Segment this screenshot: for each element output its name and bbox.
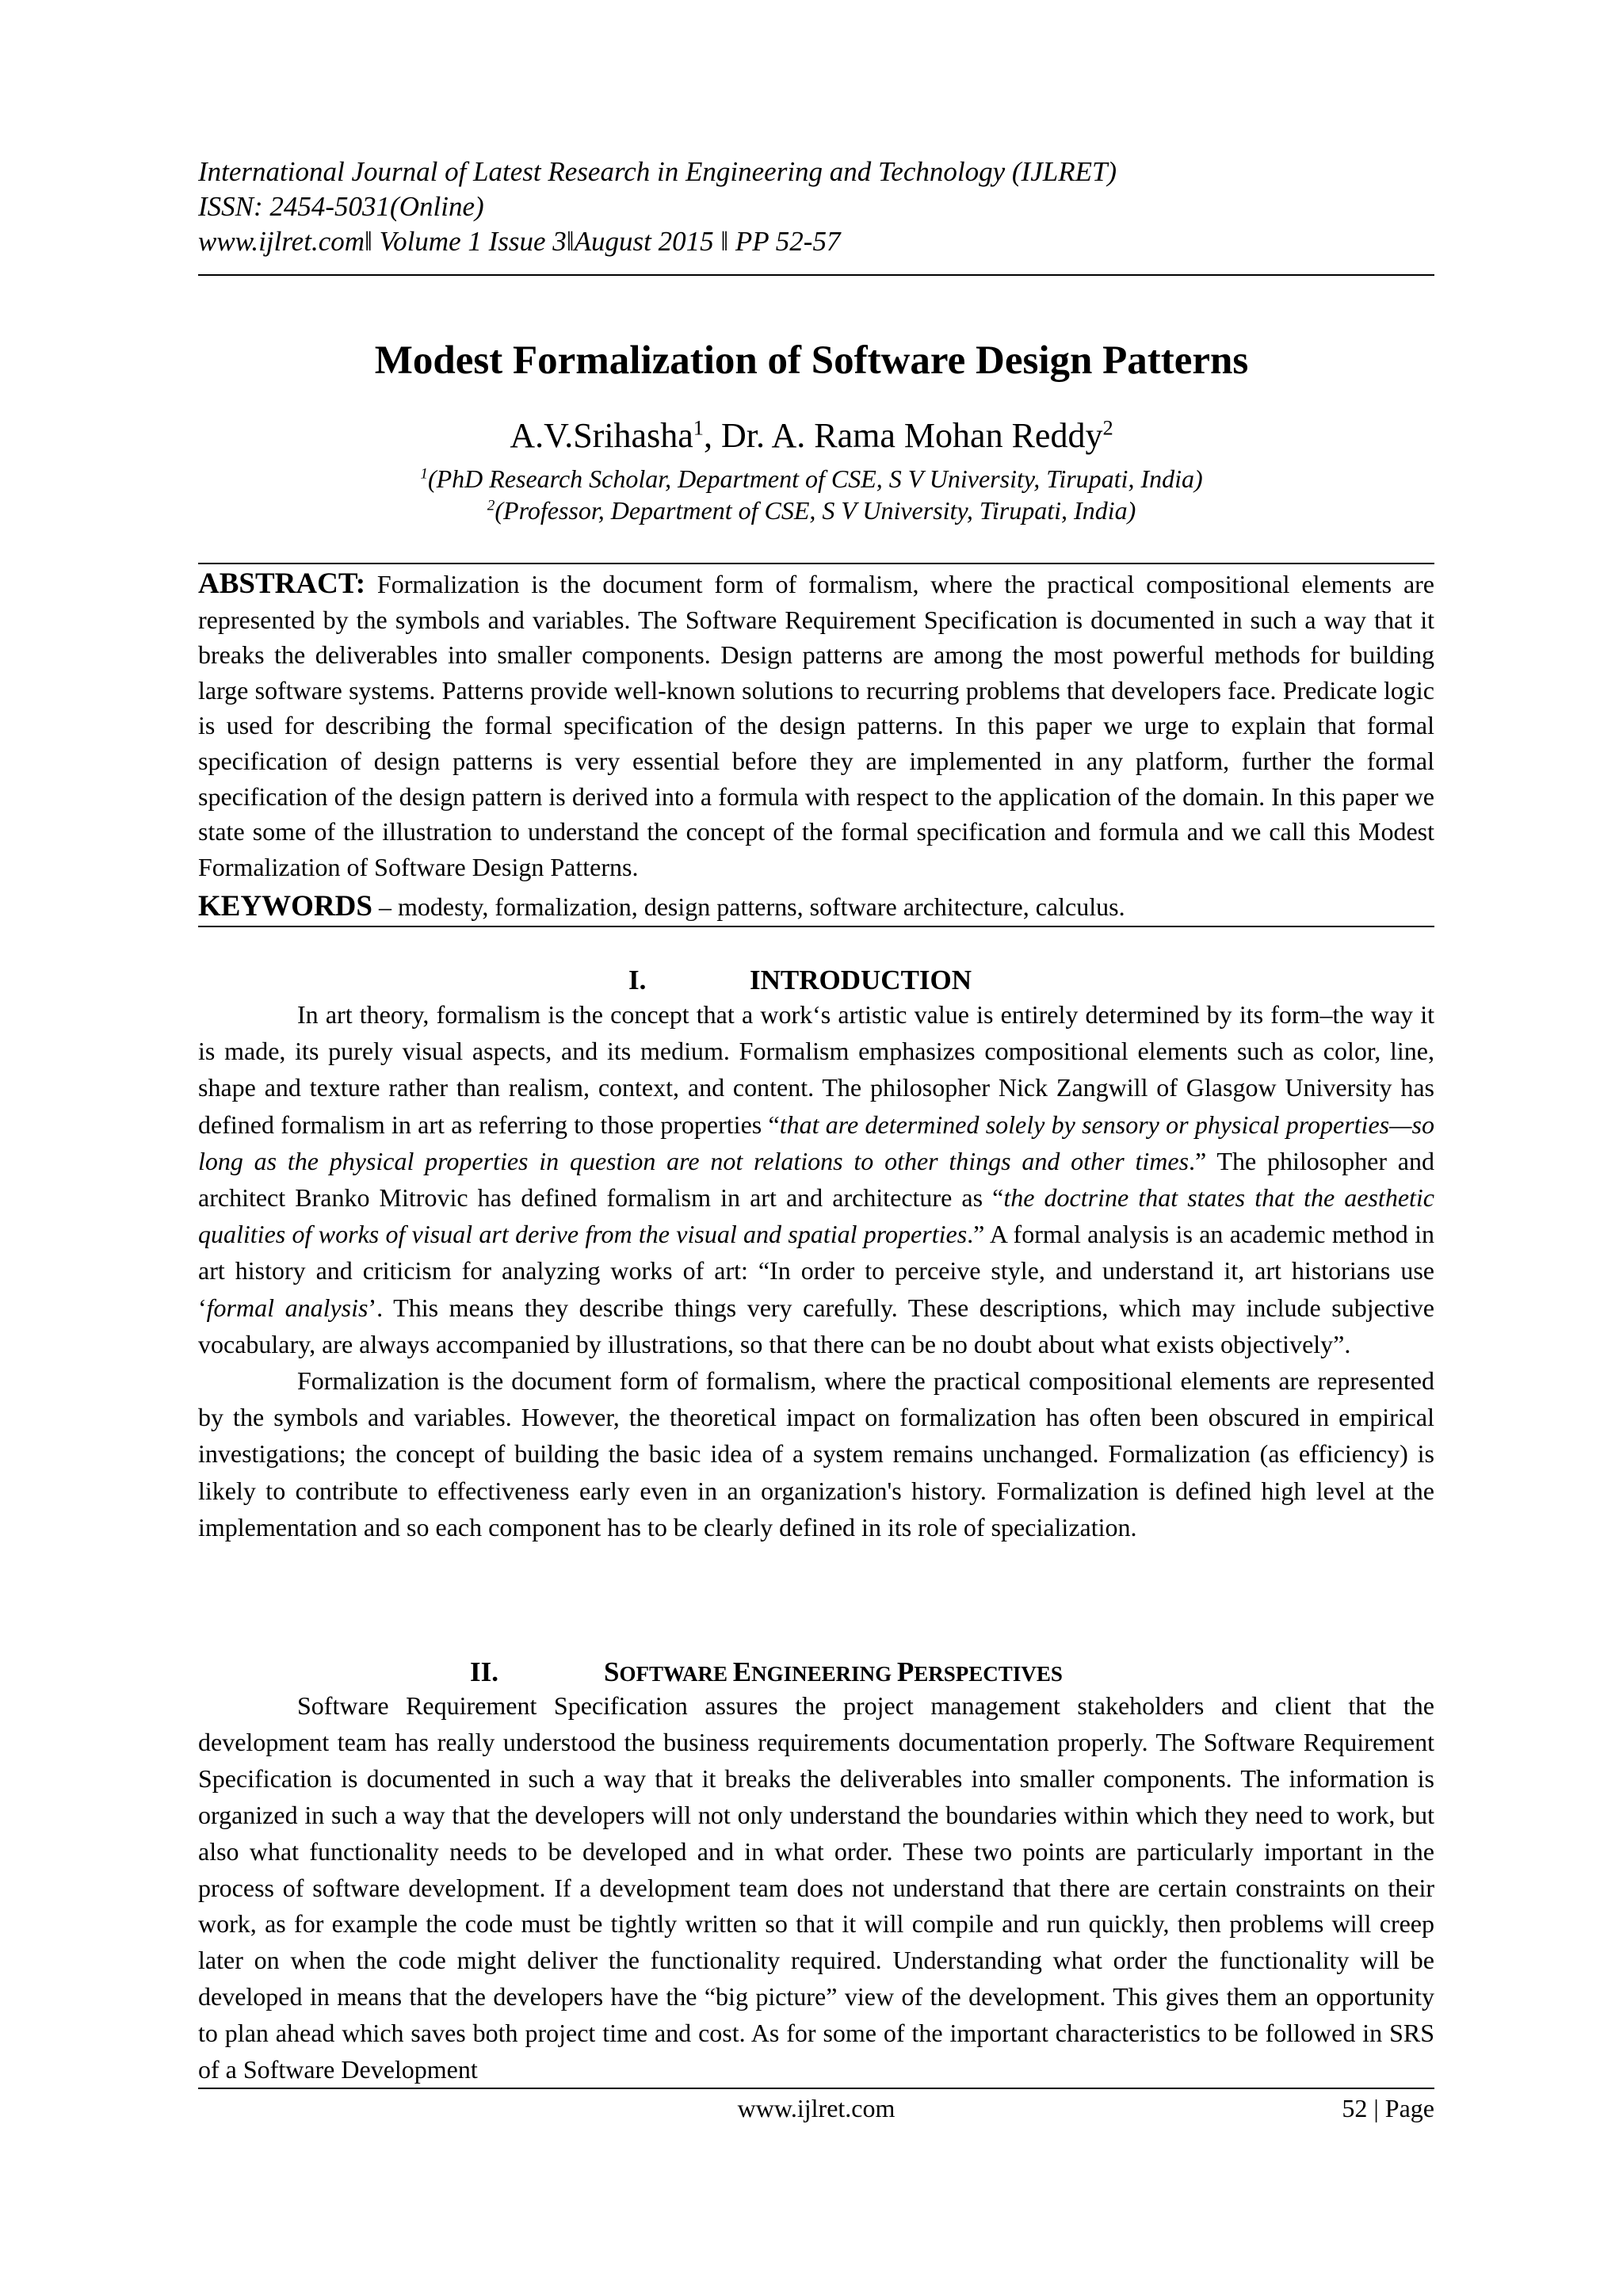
author-line bbox=[0, 414, 1623, 458]
author-1: A.V.Srihasha bbox=[510, 416, 693, 455]
abstract bbox=[198, 567, 1434, 884]
s2-title-s: S bbox=[604, 1656, 620, 1687]
s2-title-3: ERSPECTIVES bbox=[914, 1662, 1063, 1686]
keywords-label: KEYWORDS bbox=[198, 890, 372, 923]
header-rule bbox=[198, 274, 1434, 276]
author-2-sup: 2 bbox=[1102, 415, 1113, 440]
s1p1-text-a: In art theory, formalism is the concept that a work‘s artistic value is entirely determined by its form–the way it is made, its purely visual aspects, and its medium. Formalism emphasizes compositional elements such as color, line, shape and texture rather than realism, context, and content. The philosopher Nick Zangwill of Glasgow University has defined formalism in art as referring to those properties “ bbox=[198, 1000, 1434, 1139]
s1p1-text-c: .” The philosopher and architect Branko Mitrovic has defined formalism in art and architecture as “ bbox=[198, 1146, 1435, 1213]
footer-site: www.ijlret.com bbox=[737, 2094, 896, 2122]
s2-title-p: P bbox=[896, 1656, 915, 1687]
section-1-paragraph-2: Formalization is the document form of formalism, where the practical compositional elements are represented by the symbols and variables. However, the theoretical impact on formalization has often been obscured in empirical investigations; the concept of building the basic idea of a system remains unchanged. Formalization (as efficiency) is likely to contribute to effectiveness early even in an organization's history. Formalization is defined high level at the implementation and so each component has to be clearly defined in its role of specialization. bbox=[198, 1366, 1434, 1541]
keywords bbox=[198, 889, 1434, 924]
section-1-paragraph-1 bbox=[198, 996, 1434, 1362]
journal-header bbox=[198, 155, 1434, 259]
section-2-number: II. bbox=[470, 1656, 498, 1687]
journal-volume: www.ijlret.com‖ Volume 1 Issue 3‖August 2015 ‖ PP 52-57 bbox=[198, 226, 841, 257]
section-1-title: INTRODUCTION bbox=[750, 965, 972, 995]
section-1-number: I. bbox=[628, 965, 647, 995]
affiliation-1 bbox=[0, 463, 1623, 495]
s1p1-formal-analysis: formal analysis bbox=[206, 1293, 369, 1322]
author-2: Dr. A. Rama Mohan Reddy bbox=[720, 416, 1103, 455]
section-2-paragraph-1: Software Requirement Specification assures the project management stakeholders and client that the development team has really understood the business requirements documentation properly. The Software Requirement Specification is documented in such a way that it breaks the deliverables into smaller components. The information is organized in such a way that the developers will not only understand the boundaries within which they need to work, but also what functionality needs to be developed and in what order. These two points are particularly important in the process of software development. If a development team does not understand that there are certain constraints on their work, as for example the code must be tightly written so that it will compile and run quickly, then problems will creep later on when the code might deliver the functionality required. Understanding what order the functionality will be developed in means that the developers have the “big picture” view of the development. This gives them an opportunity to plan ahead which saves both project time and cost. As for some of the important characteristics to be followed in SRS of a Software Development bbox=[198, 1691, 1434, 2084]
journal-name: International Journal of Latest Research in Engineering and Technology (IJLRET) bbox=[198, 156, 1117, 187]
footer-rule bbox=[198, 2088, 1434, 2089]
s1p1-quote-zangwill: that are determined solely by sensory or physical properties—so long as the physical properties in question are not relations to other things and other times bbox=[198, 1110, 1435, 1175]
section-1-body bbox=[198, 996, 1434, 1545]
abstract-bottom-rule bbox=[198, 926, 1434, 927]
affiliation-1-text: (PhD Research Scholar, Department of CSE, S V University, Tirupati, India) bbox=[427, 464, 1203, 493]
abstract-label: ABSTRACT: bbox=[198, 567, 366, 600]
affiliation-2-text: (Professor, Department of CSE, S V University, Tirupati, India) bbox=[495, 496, 1136, 525]
abstract-top-rule bbox=[198, 563, 1434, 564]
s1p1-quote-mitrovic: the doctrine that states that the aesthetic qualities of works of visual art derive from the visual and spatial properties bbox=[198, 1183, 1435, 1249]
keywords-text: – modesty, formalization, design patterns, software architecture, calculus. bbox=[372, 892, 1125, 921]
journal-issn: ISSN: 2454-5031(Online) bbox=[198, 191, 484, 222]
s2-title-1: OFTWARE bbox=[619, 1662, 733, 1686]
section-2-body bbox=[198, 1688, 1434, 2088]
footer-page-number: 52 | Page bbox=[1342, 2094, 1434, 2122]
section-2-title bbox=[604, 1655, 1063, 1691]
affiliation-2 bbox=[0, 495, 1623, 526]
s2-title-e: E bbox=[732, 1656, 752, 1687]
affiliation-1-sup: 1 bbox=[420, 465, 428, 483]
author-1-sup: 1 bbox=[693, 415, 704, 440]
s1p1-text-g: ’. This means they describe things very carefully. These descriptions, which may include subjective vocabulary, are always accompanied by illustrations, so that there can be no doubt about what exists objectively”. bbox=[198, 1293, 1435, 1358]
affiliation-2-sup: 2 bbox=[487, 497, 495, 514]
s1p1-text-e: .” A formal analysis is an academic method in art history and criticism for analyzing works of art: “In order to perceive style, and understand it, art historians use ‘ bbox=[198, 1220, 1435, 1322]
paper-title: Modest Formalization of Software Design Patterns bbox=[374, 338, 1249, 383]
author-separator: , bbox=[703, 416, 721, 455]
abstract-text: Formalization is the document form of formalism, where the practical compositional elements are represented by the symbols and variables. The Software Requirement Specification is documented in such a way that it breaks the deliverables into smaller components. Design patterns are among the most powerful methods for building large software systems. Patterns provide well-known solutions to recurring problems that developers face. Predicate logic is used for describing the formal specification of the design patterns. In this paper we urge to explain that formal specification of design patterns is very essential before they are implemented in any platform, further the formal specification of the design pattern is derived into a formula with respect to the application of the domain. In this paper we state some of the illustration to understand the concept of the formal specification and formula and we call this Modest Formalization of Software Design Patterns. bbox=[198, 570, 1435, 881]
s2-title-2: NGINEERING bbox=[751, 1662, 897, 1686]
